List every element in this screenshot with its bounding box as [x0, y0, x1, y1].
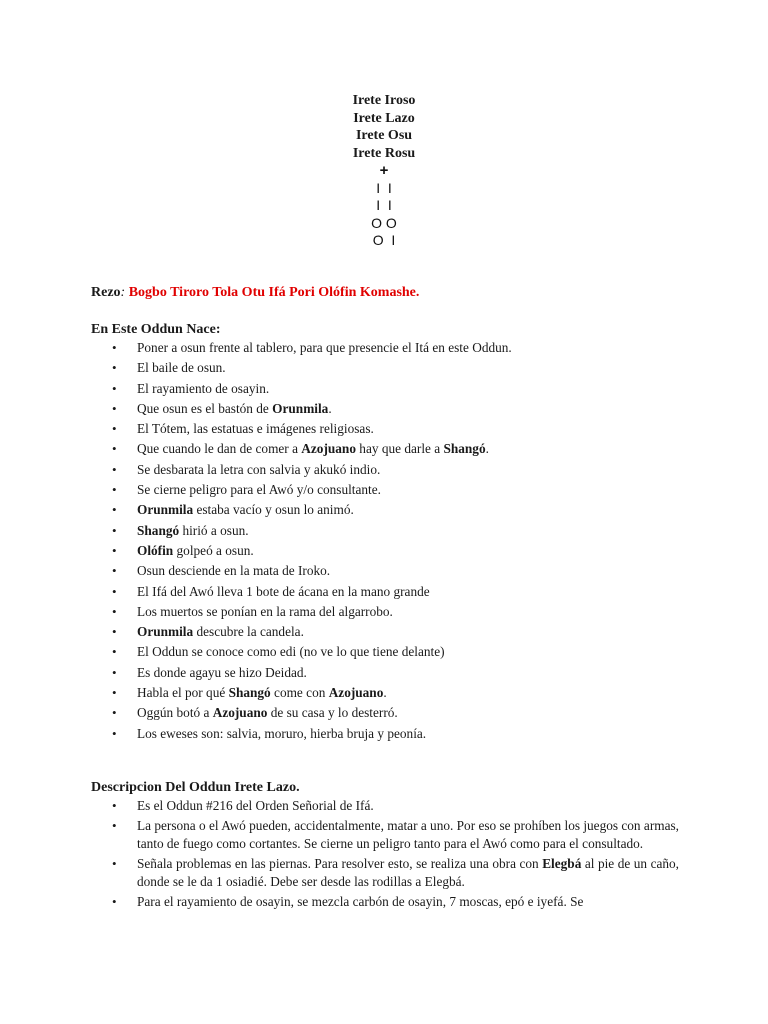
item-text: descubre la candela.	[193, 624, 304, 640]
list-item	[91, 480, 679, 500]
sign-row: I I	[376, 197, 392, 213]
list-item	[91, 379, 679, 399]
item-text: Se desbarata la letra con salvia y akukó indio.	[137, 461, 381, 477]
rezo-colon: :	[120, 285, 126, 300]
bold-term: Olófin	[137, 542, 174, 558]
item-text: El Ifá del Awó lleva 1 bote de ácana en la mano grande	[137, 583, 430, 599]
list-item	[91, 642, 679, 662]
sign-row: O I	[372, 232, 396, 248]
oddun-name: Irete Iroso	[352, 93, 416, 108]
oddun-name: Irete Osu	[355, 128, 413, 143]
item-text: golpeó a osun.	[173, 542, 254, 558]
list-item	[91, 399, 679, 419]
list-item	[91, 419, 679, 439]
item-text: come con	[270, 685, 329, 701]
item-text: El Tótem, las estatuas e imágenes religiosas.	[137, 421, 374, 437]
item-text: Que cuando le dan de comer a	[137, 441, 302, 457]
bold-term: Orunmila	[137, 502, 194, 518]
item-text: El rayamiento de osayin.	[137, 380, 270, 396]
rezo-label: Rezo	[91, 285, 121, 300]
list-item	[91, 358, 679, 378]
section-title-descripcion: Descripcion Del Oddun Irete Lazo.	[91, 780, 300, 795]
list-item	[91, 561, 679, 581]
item-text: Señala problemas en las piernas. Para resolver esto, se realiza una obra con	[137, 856, 543, 872]
list-item	[91, 893, 679, 910]
item-text: Osun desciende en la mata de Iroko.	[137, 563, 331, 579]
list-item	[91, 855, 679, 890]
item-text: Los eweses son: salvia, moruro, hierba bruja y peonía.	[137, 725, 427, 741]
bold-term: Elegbá	[542, 856, 582, 872]
bold-term: Azojuano	[328, 685, 384, 701]
plus-sign: +	[379, 162, 389, 179]
list-item	[91, 500, 679, 520]
rezo-line	[91, 284, 419, 302]
item-text: estaba vacío y osun lo animó.	[193, 502, 354, 518]
item-text: Que osun es el bastón de	[137, 400, 273, 416]
list-item	[91, 622, 679, 642]
item-text: Poner a osun frente al tablero, para que presencie el Itá en este Oddun.	[137, 340, 512, 355]
item-text: Es el Oddun #216 del Orden Señorial de Ifá.	[137, 798, 374, 813]
item-text: Se cierne peligro para el Awó y/o consultante.	[137, 482, 381, 498]
sign-row: I I	[376, 179, 392, 196]
oddun-signs	[0, 162, 768, 250]
list-item	[91, 521, 679, 541]
list-item	[91, 460, 679, 480]
list-item	[91, 724, 679, 744]
bold-term: Azojuano	[212, 705, 268, 721]
item-text: Para el rayamiento de osayin, se mezcla carbón de osayin, 7 moscas, epó e iyefá. Se	[137, 894, 584, 910]
item-text: Oggún botó a	[137, 705, 213, 721]
list-item	[91, 541, 679, 561]
bold-term: Orunmila	[137, 624, 194, 640]
bold-term: Azojuano	[301, 441, 356, 457]
item-text: hay que darle a	[355, 441, 444, 457]
bold-term: Shangó	[228, 685, 271, 701]
list-item	[91, 703, 679, 723]
descripcion-list	[91, 797, 679, 913]
bold-term: Orunmila	[272, 400, 329, 416]
list-item	[91, 582, 679, 602]
section-title-nace: En Este Oddun Nace:	[91, 322, 221, 337]
item-text: al pie de un caño, donde se le da 1 osiadié. Debe ser desde las rodillas a Elegbá.	[137, 856, 680, 889]
item-text: .	[383, 685, 387, 701]
list-item	[91, 338, 679, 358]
oddun-name: Irete Rosu	[352, 145, 416, 161]
item-text: .	[485, 441, 489, 457]
item-text: .	[328, 400, 332, 416]
list-item	[91, 817, 679, 852]
list-item	[91, 663, 679, 683]
oddun-name: Irete Lazo	[353, 110, 415, 126]
item-text: El baile de osun.	[137, 360, 226, 376]
item-text: Es donde agayu se hizo Deidad.	[137, 664, 307, 680]
item-text: Los muertos se ponían en la rama del algarrobo.	[137, 603, 393, 619]
list-item	[91, 602, 679, 622]
item-text: hirió a osun.	[179, 522, 249, 538]
item-text: Habla el por qué	[137, 685, 229, 701]
item-text: de su casa y lo desterró.	[267, 705, 398, 721]
list-item	[91, 439, 679, 459]
item-text: La persona o el Awó pueden, accidentalmente, matar a uno. Por eso se prohíben los juegos con armas, tanto de fuego como cortantes. Se cierne un peligro tanto para el Awó como para el consultado.	[137, 818, 679, 851]
list-item	[91, 683, 679, 703]
bold-term: Shangó	[137, 522, 180, 538]
list-item	[91, 797, 679, 814]
oddun-names	[0, 92, 768, 162]
sign-row: O O	[371, 214, 397, 231]
nace-list	[91, 338, 679, 744]
rezo-text: Bogbo Tiroro Tola Otu Ifá Pori Olófin Komashe.	[125, 285, 420, 300]
bold-term: Shangó	[443, 441, 486, 457]
item-text: El Oddun se conoce como edi (no ve lo que tiene delante)	[137, 644, 445, 660]
